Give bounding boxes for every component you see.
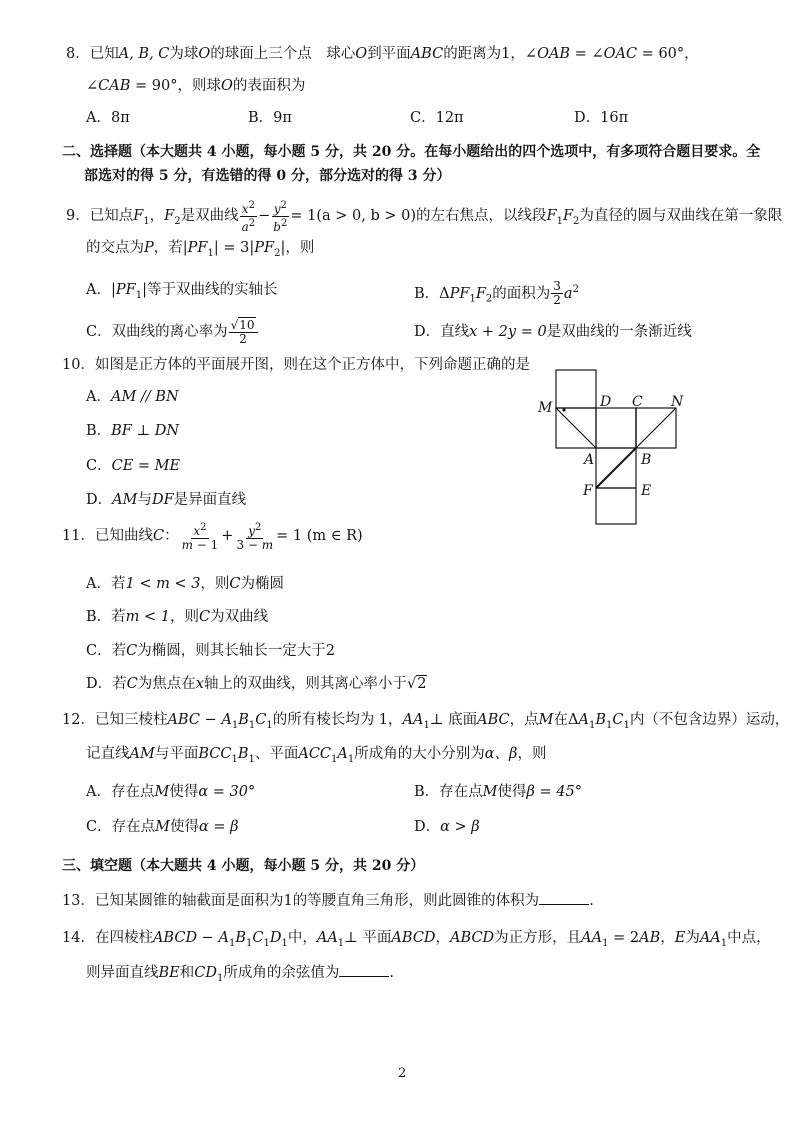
q8-line1: 8．已知A, B, C为球O的球面上三个点 球心O到平面ABC的距离为1，∠OAB = ∠OAC = 60°，	[66, 46, 699, 62]
segment-m-a	[556, 408, 596, 448]
q11-option-c: C．若C为椭圆，则其长轴长一定大于2	[86, 643, 335, 659]
q10-stem: 10．如图是正方体的平面展开图，则在这个正方体中，下列命题正确的是	[62, 357, 530, 373]
q10-option-a: A．AM // BN	[86, 389, 179, 405]
q11-option-a: A．若1 < m < 3，则C为椭圆	[86, 576, 285, 592]
q12-line2: 记直线AM与平面$BCC_1B_1$、平面$ACC_1A_1$所成角的大小分别为α、β，则	[86, 746, 547, 765]
q9-line2: 的交点为P，若$|PF_1| = 3|PF_2|$，则	[86, 240, 315, 259]
label-a: A	[584, 452, 595, 468]
q8-line2: ∠CAB = 90°，则球O的表面积为	[86, 78, 306, 94]
q10-option-c: C．CE = ME	[86, 458, 181, 474]
q12-option-d: D．α > β	[414, 819, 480, 835]
q11-option-d: D．若C为焦点在x轴上的双曲线，则其离心率小于√2	[86, 676, 427, 692]
q12-line1: 12．已知三棱柱ABC − $A_1B_1C_1$的所有棱长均为 1，$AA_1\perp$ 底面ABC，点M在$\Delta A_1B_1C_1$内（不包含边界）运动，	[62, 712, 790, 731]
q13-stem: 13．已知某圆锥的轴截面是面积为1的等腰直角三角形，则此圆锥的体积为 .	[62, 890, 594, 911]
q8-option-c: C．12π	[410, 110, 464, 126]
q13-answer-blank[interactable]	[539, 890, 589, 905]
q11-option-b: B．若m < 1，则C为双曲线	[86, 609, 269, 625]
label-c: C	[632, 394, 643, 410]
q9-line1: 9．已知点$F_1$，$F_2$是双曲线 $\frac{x^2}{a^2}$ − $\frac{y^2}{b^2}$ = 1(a > 0, b > 0)的左右焦点，以线段$F_1F_2$为直径的圆与双曲线在第一象限	[66, 199, 783, 234]
q8-option-d: D．16π	[574, 110, 629, 126]
q12-option-a: A．存在点M使得α = 30°	[86, 784, 256, 800]
q9-option-b: B．$\Delta PF_1F_2$的面积为 $\frac{3}{2}$ $a^2$	[414, 279, 579, 308]
net-square-center	[596, 408, 636, 448]
net-square-bottom	[596, 488, 636, 524]
label-e: E	[641, 483, 652, 499]
q14-line1: 14．在四棱柱ABCD − $A_1B_1C_1D_1$中，$AA_1\perp$ 平面ABCD，ABCD为正方形，且$AA_1 = 2AB$，E为$AA_1$中点，	[62, 930, 771, 949]
q8-option-a: A．8π	[86, 110, 130, 126]
section2-header-line1: 二、选择题（本大题共 4 小题，每小题 5 分，共 20 分。在每小题给出的四个选项中，有多项符合题目要求。全	[62, 144, 761, 160]
q12-option-c: C．存在点M使得α = β	[86, 819, 239, 835]
q9-option-c: C．双曲线的离心率为 $\frac{√10}{2}$	[86, 314, 259, 350]
point-m-dot	[562, 408, 565, 411]
q10-option-b: B．BF ⊥ DN	[86, 423, 180, 439]
page-number: 2	[398, 1066, 407, 1081]
q12-option-b: B．存在点M使得β = 45°	[414, 784, 582, 800]
q9-option-a: A．$|PF_1|$等于双曲线的实轴长	[86, 282, 278, 301]
q14-line2: 则异面直线BE和$CD_1$所成角的余弦值为 .	[86, 962, 394, 989]
label-m: M	[538, 400, 553, 416]
q9-option-d: D．直线x + 2y = 0是双曲线的一条渐近线	[414, 324, 692, 340]
cube-net-figure	[530, 366, 700, 532]
q8-option-b: B．9π	[248, 110, 292, 126]
q14-answer-blank[interactable]	[339, 962, 389, 977]
label-n: N	[671, 394, 684, 410]
section3-header: 三、填空题（本大题共 4 小题，每小题 5 分，共 20 分）	[62, 858, 425, 874]
q11-stem: 11．已知曲线C： $\frac{x^2}{m - 1}$ + $\frac{y^2}{3 - m}$ = 1 (m ∈ R)	[62, 521, 363, 552]
label-b: B	[641, 452, 652, 468]
label-d: D	[600, 394, 612, 410]
section2-header-line2: 部选对的得 5 分，有选错的得 0 分，部分选对的得 3 分）	[84, 168, 451, 184]
label-f: F	[583, 483, 593, 499]
segment-b-f	[596, 448, 636, 488]
segment-n-b	[636, 408, 676, 448]
q10-option-d: D．AM与DF是异面直线	[86, 492, 247, 508]
net-square-top-left	[556, 370, 596, 408]
